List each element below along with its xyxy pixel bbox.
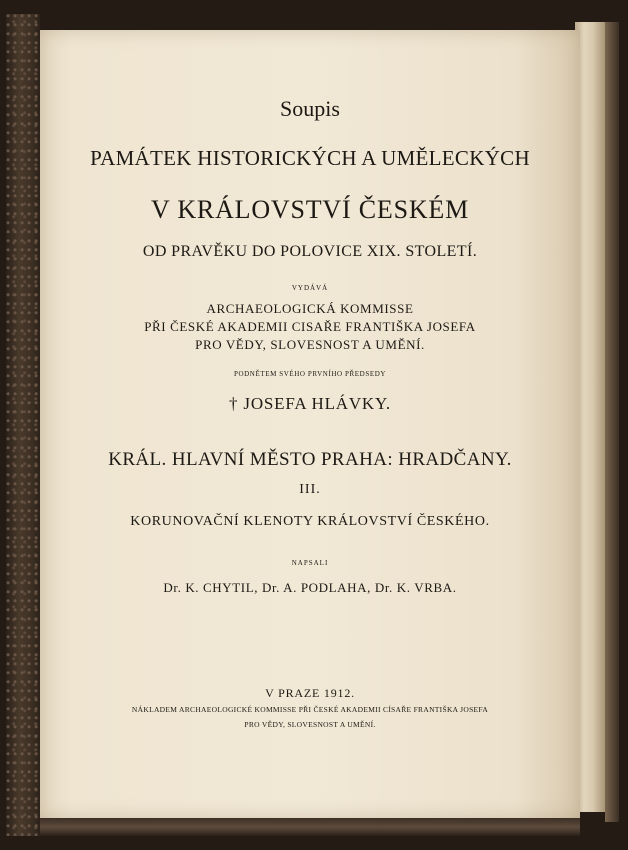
- publisher-label: VYDÁVÁ: [291, 284, 329, 292]
- volume-title: KRÁL. HLAVNÍ MĚSTO PRAHA: HRADČANY.: [108, 449, 512, 470]
- publisher-line-3: PRO VĚDY, SLOVESNOST A UMĚNÍ.: [195, 337, 425, 352]
- imprint-place-year: V PRAZE 1912.: [265, 686, 355, 700]
- volume-subtitle: KORUNOVAČNÍ KLENOTY KRÁLOVSTVÍ ČESKÉHO.: [130, 514, 490, 529]
- series-subtitle-period: OD PRAVĚKU DO POLOVICE XIX. STOLETÍ.: [142, 243, 478, 260]
- imprint-line-2: PRO VĚDY, SLOVESNOST A UMĚNÍ.: [244, 720, 376, 729]
- imprint-line-1: NÁKLADEM ARCHAEOLOGICKÉ KOMMISSE PŘI ČESKÉ AKADEMII CÍSAŘE FRANTIŠKA JOSEFA: [131, 705, 489, 714]
- publisher-line-2: PŘI ČESKÉ AKADEMII CISAŘE FRANTIŠKA JOSEFA: [144, 319, 476, 334]
- series-title-pamatek: PAMÁTEK HISTORICKÝCH A UMĚLECKÝCH: [90, 146, 530, 170]
- publisher-line-1: ARCHAEOLOGICKÁ KOMMISSE: [206, 301, 414, 316]
- authors-names: Dr. K. CHYTIL, Dr. A. PODLAHA, Dr. K. VRBA.: [163, 580, 457, 595]
- volume-number: III.: [299, 482, 321, 497]
- initiative-label: PODNĚTEM SVÉHO PRVNÍHO PŘEDSEDY: [233, 370, 387, 378]
- authors-label: NAPSALI: [291, 559, 329, 567]
- book-cover-left-edge: [6, 14, 40, 836]
- book-cover-right-edge: [605, 22, 619, 822]
- founder-name: † JOSEFA HLÁVKY.: [229, 394, 391, 413]
- series-title-kralovstvi: V KRÁLOVSTVÍ ČESKÉM: [150, 195, 470, 224]
- series-title-soupis: Soupis: [280, 96, 340, 121]
- book-cover-bottom-edge: [40, 818, 580, 836]
